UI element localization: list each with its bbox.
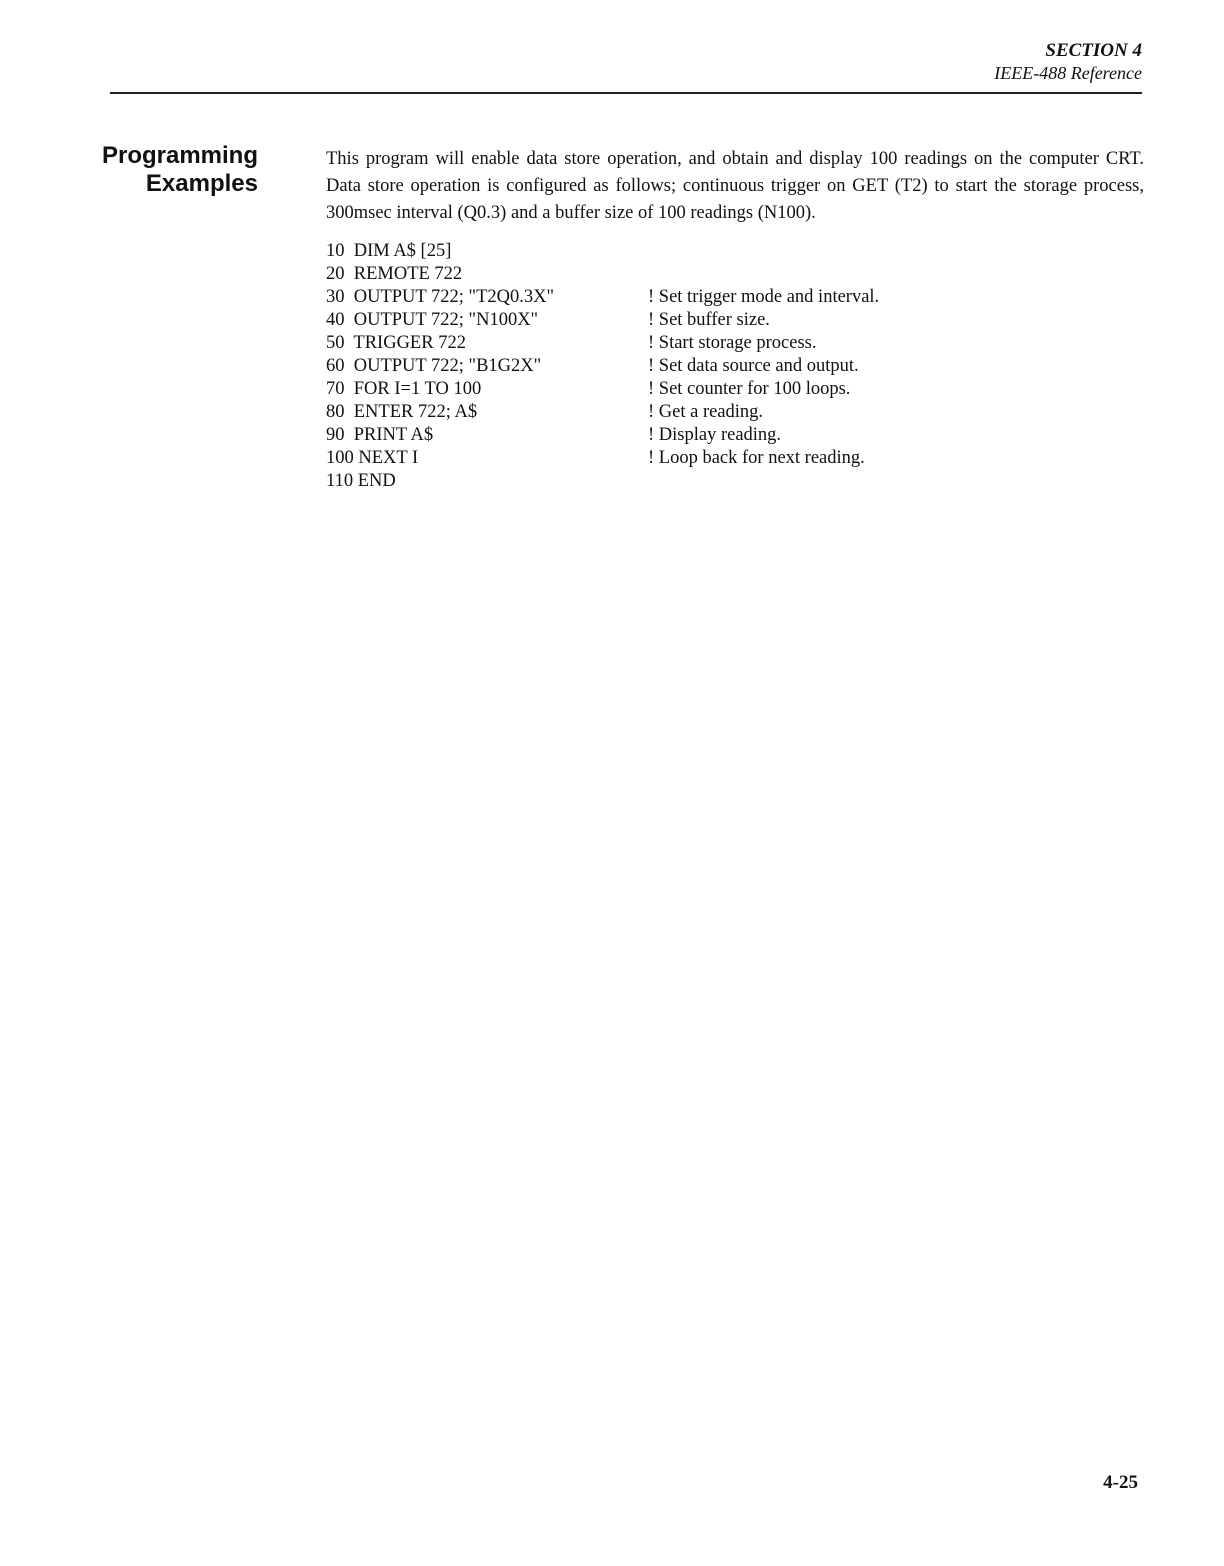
page-header bbox=[994, 40, 1142, 84]
program-comment: ! Get a reading. bbox=[648, 402, 764, 422]
program-line bbox=[326, 378, 1086, 401]
program-statement: 40 OUTPUT 722; "N100X" bbox=[326, 310, 539, 330]
program-comment: ! Set trigger mode and interval. bbox=[648, 287, 880, 307]
program-listing bbox=[326, 240, 1086, 493]
program-statement: 100 NEXT I bbox=[326, 448, 419, 468]
program-statement: 20 REMOTE 722 bbox=[326, 264, 463, 284]
program-line bbox=[326, 355, 1086, 378]
header-divider bbox=[110, 92, 1142, 94]
program-line bbox=[326, 332, 1086, 355]
program-statement: 10 DIM A$ [25] bbox=[326, 241, 452, 261]
program-statement: 80 ENTER 722; A$ bbox=[326, 402, 478, 422]
program-line bbox=[326, 240, 1086, 263]
program-comment: ! Display reading. bbox=[648, 425, 782, 445]
program-line bbox=[326, 263, 1086, 286]
program-statement: 30 OUTPUT 722; "T2Q0.3X" bbox=[326, 287, 555, 307]
program-line bbox=[326, 286, 1086, 309]
page-number: 4-25 bbox=[1103, 1472, 1138, 1493]
program-line bbox=[326, 424, 1086, 447]
program-line bbox=[326, 447, 1086, 470]
program-statement: 50 TRIGGER 722 bbox=[326, 333, 466, 353]
section-heading-line-2: Examples bbox=[145, 170, 258, 197]
program-statement: 60 OUTPUT 722; "B1G2X" bbox=[326, 356, 542, 376]
program-comment: ! Loop back for next reading. bbox=[648, 448, 865, 468]
program-line bbox=[326, 401, 1086, 424]
intro-paragraph: This program will enable data store operation, and obtain and display 100 readings on the computer CRT. Data store operation is configured as follows; continuous trigger on GET (T2) to start the storage process, 300msec interval (Q0.3) and a buffer size of 100 readings (N100). bbox=[326, 149, 1144, 223]
program-statement: 110 END bbox=[326, 471, 396, 491]
section-number: SECTION 4 bbox=[1045, 40, 1142, 61]
program-statement: 90 PRINT A$ bbox=[326, 425, 434, 445]
program-comment: ! Set data source and output. bbox=[648, 356, 859, 376]
program-comment: ! Start storage process. bbox=[648, 333, 817, 353]
program-comment: ! Set counter for 100 loops. bbox=[648, 379, 851, 399]
program-line bbox=[326, 470, 1086, 493]
section-heading-line-1: Programming bbox=[101, 142, 258, 169]
program-comment: ! Set buffer size. bbox=[648, 310, 770, 330]
section-heading bbox=[60, 142, 258, 198]
program-statement: 70 FOR I=1 TO 100 bbox=[326, 379, 482, 399]
section-title: IEEE-488 Reference bbox=[994, 63, 1142, 83]
program-line bbox=[326, 309, 1086, 332]
